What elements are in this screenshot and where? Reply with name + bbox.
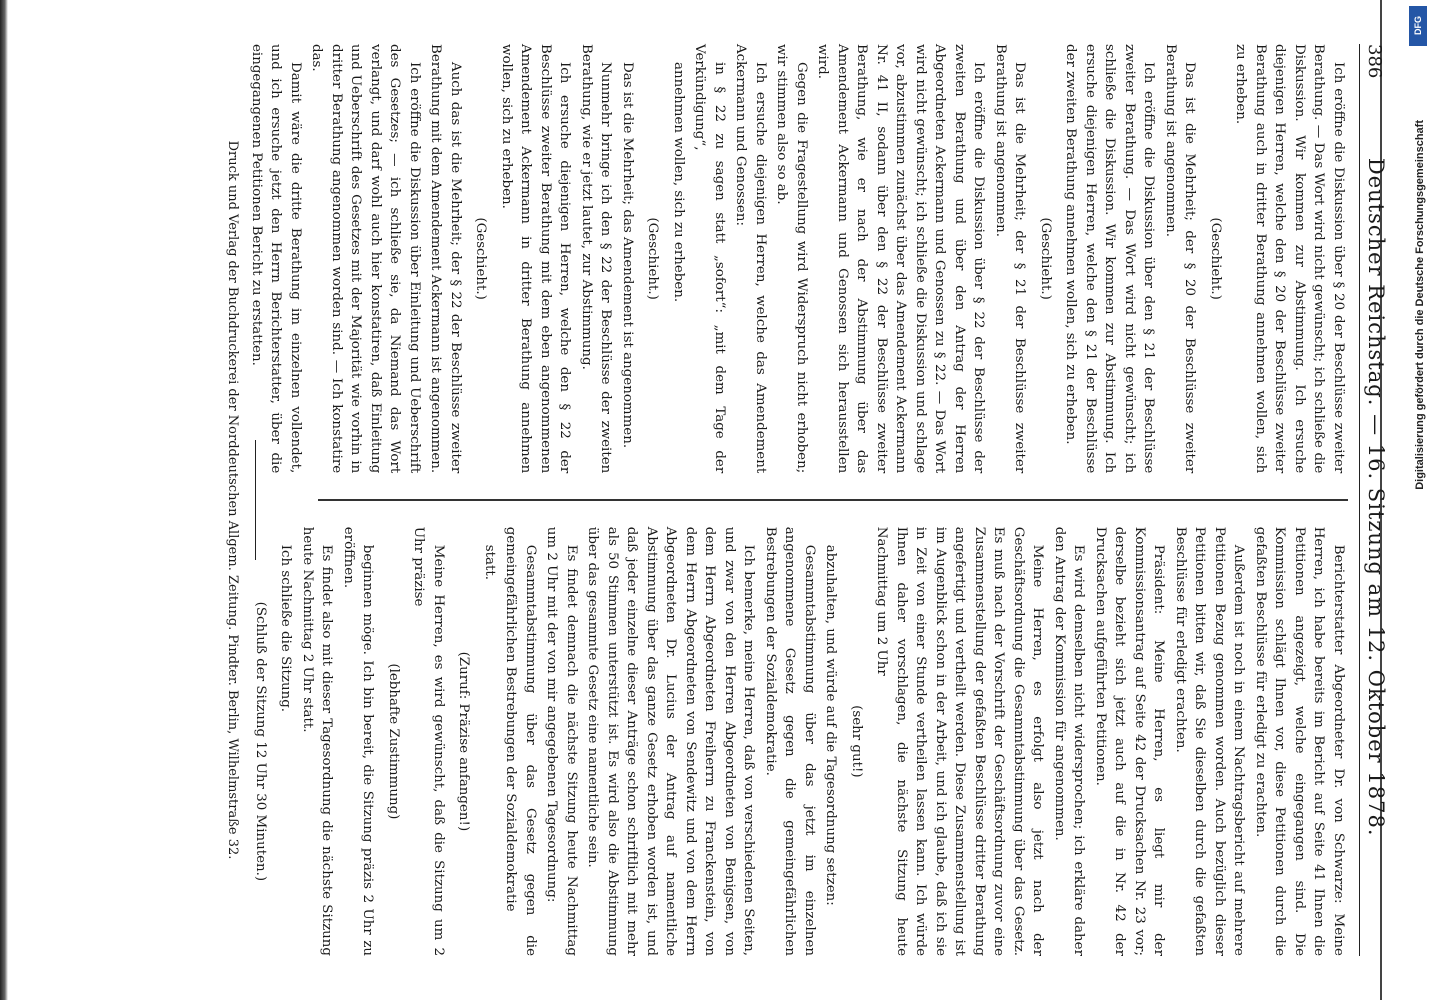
stage-direction: (lebhafte Zustimmung) — [386, 663, 401, 820]
paragraph: Auch das ist die Mehrheit; der § 22 der Beschlüsse zweiter Berathung mit dem Amendement Ackermann ist angenommen. — [428, 44, 463, 474]
stage-direction: (Geschieht.) — [1038, 217, 1053, 300]
paragraph: Das ist die Mehrheit; das Amendement ist angenommen. — [620, 62, 635, 449]
paragraph: Ich eröffne die Diskussion über Einleitung und Ueberschrift des Gesetzes; — ich schließe sie, da Niemand das Wort verlangt, und darf wohl auch hier konstatiren, daß Einleitung und Ueberschrift des Gesetzes mit der Majorität wie vorhin in dritter Berathung angenommen worden sind. — Ich konstatire das. — [309, 44, 422, 474]
footer-rule — [255, 440, 256, 560]
page-title: Deutscher Reichstag. — 16. Sitzung am 12. Oktober 1878. — [1364, 157, 1388, 837]
stage-direction: (Geschieht.) — [645, 217, 661, 300]
page-header — [1359, 44, 1394, 956]
stage-direction: (Zuruf: Präzise anfangen!) — [456, 651, 472, 832]
document-page — [26, 20, 1406, 980]
digitization-sidebar — [1406, 0, 1428, 1000]
paragraph: Das ist die Mehrheit; der § 21 der Beschlüsse zweiter Berathung ist angenommen. — [993, 44, 1028, 474]
stage-direction: (Geschieht.) — [1208, 217, 1223, 300]
stage-direction: (Schluß der Sitzung 12 Uhr 30 Minuten.) — [253, 601, 268, 882]
paragraph: Ich ersuche diejenigen Herren, welche das Amendement Ackermann und Genossen: — [733, 44, 768, 474]
paragraph: Damit wäre die dritte Berathung im einzelnen vollendet, und ich ersuche jetzt den Herrn Berichterstatter, über die eingegangenen Petitionen Bericht zu erstatten. — [249, 44, 303, 474]
paragraph: Nunmehr bringe ich den § 22 der Beschlüsse der zweiten Berathung, wie er jetzt lautet, zur Abstimmung. — [579, 44, 614, 474]
page-footer — [196, 44, 256, 956]
paragraph: Berichterstatter Abgeordneter Dr. von Schwarze: Meine Herren, ich habe bereits im Bericht auf Seite 41 Ihnen die Petitionen angezeigt, welche eingegangen sind. Die Kommission schlägt Ihnen vor, diese Petitionen durch die gefaßten Beschlüsse für erledigt zu erachten. — [1253, 526, 1346, 956]
column-divider — [318, 499, 1348, 501]
paragraph: Ich schließe die Sitzung. — [278, 544, 294, 713]
right-column — [253, 526, 1348, 956]
dfg-logo: DFG — [1409, 6, 1427, 46]
left-column — [249, 44, 1348, 474]
stage-direction: (sehr gut!) — [849, 705, 864, 778]
paragraph: Es findet demnach die nächste Sitzung heute Nachmittag um 2 Uhr mit der von mir angegebenen Tagesordnung: — [544, 526, 579, 956]
paragraph: Ich ersuche diejenigen Herren, welche den § 22 der Beschlüsse zweiter Berathung mit dem eben angenommenen Amendement Ackermann in dritter Berathung annehmen wollen, sich zu erheben. — [499, 44, 573, 474]
paragraph: Es findet also mit dieser Tagesordnung die nächste Sitzung heute Nachmittag 2 Uhr statt. — [300, 526, 335, 956]
digitization-note: Digitalisierung gefördert durch die Deutsche Forschungsgemeinschaft — [1414, 120, 1426, 490]
paragraph: in § 22 zu sagen statt „sofort“: „mit dem Tage der Verkündigung“, — [692, 44, 727, 474]
paragraph: Es wird demselben nicht widersprochen; ich erkläre daher den Antrag der Kommission für angenommen. — [1052, 526, 1087, 956]
paragraph: Meine Herren, es erfolgt also jetzt nach der Geschäftsordnung die Gesammtabstimmung über das Gesetz. Es muß nach der Vorschrift der Geschäftsordnung zuvor eine Zusammenstellung der gefaßten Beschlüsse dritter Berathung angefertigt und vertheilt werden. Diese Zusammenstellung ist im Augenblick schon in der Arbeit, und ich glaube, daß ich sie in Zeit von einer Stunde vertheilen lassen kann. Ich würde Ihnen daher vorschlagen, die nächste Sitzung heute Nachmittag um 2 Uhr — [874, 526, 1046, 956]
paragraph: beginnen möge. Ich bin bereit, die Sitzung präzis 2 Uhr zu eröffnen. — [341, 526, 376, 956]
paragraph: Gesammtabstimmung über das Gesetz gegen die gemeingefährlichen Bestrebungen der Sozialdemokratie — [503, 526, 538, 956]
page-number: 386 — [1364, 44, 1385, 79]
scan-binding-edge — [0, 0, 8, 1000]
text-columns — [249, 44, 1348, 956]
paragraph: Ich eröffne die Diskussion über den § 21 der Beschlüsse zweiter Berathung. — Das Wort wird nicht gewünscht; ich schließe die Diskussion. Wir kommen zur Abstimmung. Ich ersuche diejenigen Herren, welche den § 21 der Beschlüsse der zweiten Berathung annehmen wollen, sich zu erheben. — [1063, 44, 1157, 474]
printer-imprint: Druck und Verlag der Buchdruckerei der Norddeutschen Allgem. Zeitung. Pindter. Berlin, Wilhelmstraße 32. — [225, 140, 240, 860]
paragraph: Gesammtabstimmung über das jetzt im einzelnen angenommene Gesetz gegen die gemeingefährlichen Bestrebungen der Sozialdemokratie. — [763, 526, 817, 956]
paragraph: Meine Herren, es wird gewünscht, daß die Sitzung um 2 Uhr präzise — [411, 526, 446, 956]
paragraph: Gegen die Fragestellung wird Widerspruch nicht erhoben; wir stimmen also so ab. — [774, 44, 809, 474]
paragraph: abzuhalten, und würde auf die Tagesordnung setzen: — [823, 544, 839, 906]
paragraph: Das ist die Mehrheit; der § 20 der Beschlüsse zweiter Berathung ist angenommen. — [1163, 44, 1198, 474]
paragraph: annehmen wollen, sich zu erheben. — [671, 62, 686, 303]
paragraph: Ich bemerke, meine Herren, daß von verschiedenen Seiten, und zwar von den Herren Abgeordneten von Benigsen, von dem Herrn Abgeordneten Freiherrn zu Franckenstein, von dem Herrn Abgeordneten von Sendewitz und von dem Herrn Abgeordneten Dr. Lucius der Antrag auf namentliche Abstimmung über das ganze Gesetz erhoben worden ist, und daß jeder einzelne dieser Anträge schon schriftlich mit mehr als 50 Stimmen unterstützt ist. Es wird also die Abstimmung über das gesammte Gesetz eine namentliche sein. — [585, 526, 757, 956]
paragraph: Ich eröffne die Diskussion über § 22 der Beschlüsse der zweiten Berathung und über den Antrag der Herren Abgeordneten Ackermann und Genossen zu § 22. — Das Wort wird nicht gewünscht; ich schließe die Diskussion und schlage vor, abzustimmen zunächst über das Amendement Ackermann Nr. 41 II, sodann über den § 22 der Beschlüsse zweiter Berathung, wie er nach der Abstimmung über das Amendement Ackermann und Genossen sich herausstellen wird. — [815, 44, 987, 474]
paragraph: Außerdem ist noch in einem Nachtragsbericht auf mehrere Petitionen Bezug genommen worden. Auch bezüglich dieser Petitionen bitten wir, daß Sie dieselben durch die gefaßten Beschlüsse für erledigt erachten. — [1173, 526, 1247, 956]
paragraph: statt. — [482, 544, 497, 581]
stage-direction: (Geschieht.) — [473, 217, 489, 300]
paragraph: Präsident: Meine Herren, es liegt mir der Kommissionsantrag auf Seite 42 der Drucksachen Nr. 23 vor; derselbe bezieht sich jetzt auch auf die in Nr. 42 der Drucksachen aufgeführten Petitionen. — [1093, 526, 1167, 956]
paragraph: Ich eröffne die Diskussion über § 20 der Beschlüsse zweiter Berathung. — Das Wort wird nicht gewünscht; ich schließe die Diskussion. Wir kommen zur Abstimmung. Ich ersuche diejenigen Herren, welche den § 20 der Beschlüsse zweiter Berathung auch in dritter Berathung annehmen wollen, sich zu erheben. — [1233, 44, 1346, 474]
